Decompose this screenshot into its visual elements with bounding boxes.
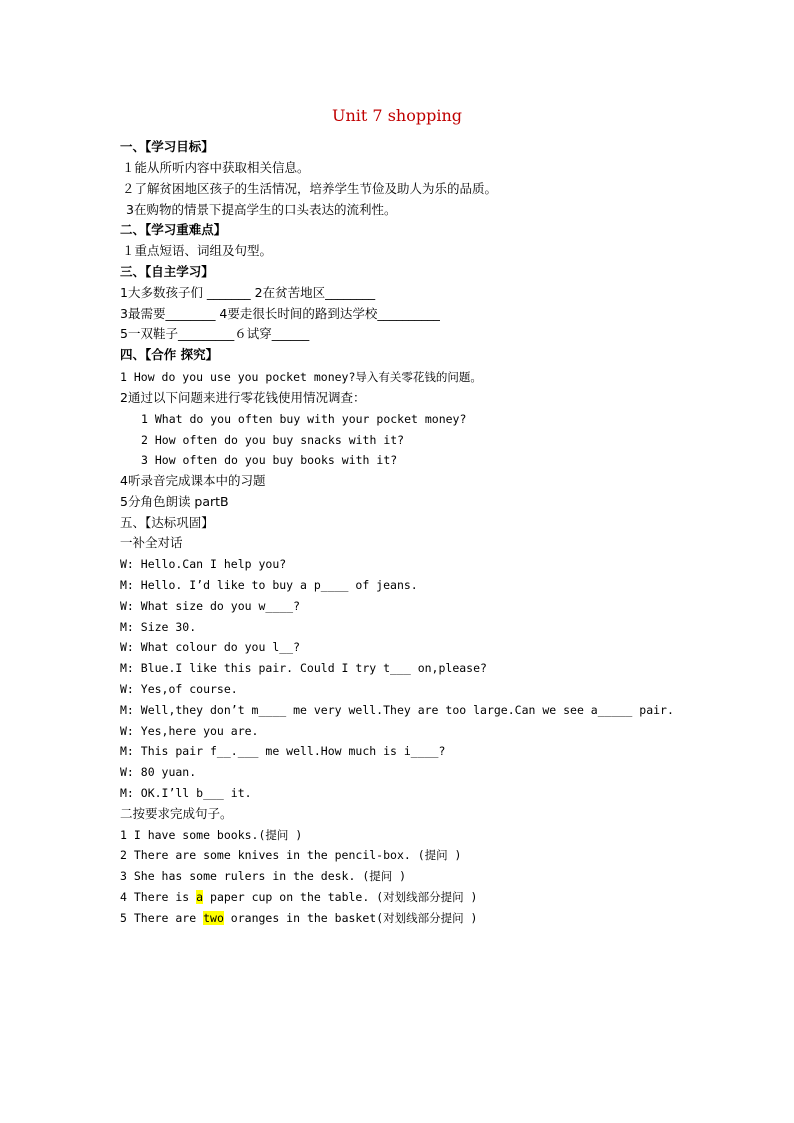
document-line: 3 She has some rulers in the desk. (提问 ) bbox=[120, 869, 407, 883]
document-line: １重点短语、词组及句型。 bbox=[122, 243, 273, 258]
document-line: 一补全对话 bbox=[120, 535, 183, 550]
document-line: ２了解贫困地区孩子的生活情况，培养学生节俭及助人为乐的品质。 bbox=[122, 181, 498, 196]
document-line: W: Yes,of course. bbox=[120, 682, 238, 696]
highlighted-word: two bbox=[203, 911, 224, 925]
document-line: 1 How do you use you pocket money?导入有关零花钱的问题。 bbox=[120, 370, 482, 384]
line-text: oranges in the basket(对划线部分提问 ) bbox=[223, 911, 478, 925]
page-title: Unit 7 shopping bbox=[332, 106, 462, 125]
document-line: 5一双鞋子_________６试穿______ bbox=[120, 326, 310, 341]
line-text: paper cup on the table. (对划线部分提问 ) bbox=[203, 890, 478, 904]
document-line: 三、【自主学习】 bbox=[120, 264, 214, 279]
document-line: M: OK.I’ll b___ it. bbox=[120, 786, 252, 800]
document-line: M: Blue.I like this pair. Could I try t___ on,please? bbox=[120, 661, 487, 675]
document-line bbox=[120, 909, 477, 927]
document-line: W: What colour do you l__? bbox=[120, 640, 301, 654]
document-line: 3最需要________ 4要走很长时间的路到达学校__________ bbox=[120, 306, 440, 321]
highlighted-word: a bbox=[196, 890, 204, 904]
document-line: M: Well,they don’t m____ me very well.They are too large.Can we see a_____ pair. bbox=[120, 703, 674, 717]
document-line: １能从所听内容中获取相关信息。 bbox=[122, 160, 310, 175]
line-text: 5 There are bbox=[120, 911, 204, 925]
document-line: W: Hello.Can I help you? bbox=[120, 557, 287, 571]
document-line: 3 How often do you buy books with it? bbox=[141, 453, 398, 467]
document-line: M: This pair f__.___ me well.How much is i____? bbox=[120, 744, 446, 758]
document-line: 1 I have some books.(提问 ) bbox=[120, 828, 303, 842]
document-line: 五、【达标巩固】 bbox=[120, 515, 214, 530]
document-line: M: Size 30. bbox=[120, 620, 197, 634]
document-line: W: Yes,here you are. bbox=[120, 724, 259, 738]
document-line: 1大多数孩子们 _______ 2在贫苦地区________ bbox=[120, 285, 376, 300]
document-line: 二、【学习重难点】 bbox=[120, 222, 227, 237]
document-line: W: 80 yuan. bbox=[120, 765, 197, 779]
document-line: 3在购物的情景下提高学生的口头表达的流利性。 bbox=[126, 202, 397, 217]
document-line: 2 There are some knives in the pencil-box. (提问 ) bbox=[120, 848, 462, 862]
document-line: W: What size do you w____? bbox=[120, 599, 301, 613]
document-line: 4听录音完成课本中的习题 bbox=[120, 473, 266, 488]
document-line: 2通过以下问题来进行零花钱使用情况调查： bbox=[120, 390, 366, 405]
document-line: 2 How often do you buy snacks with it? bbox=[141, 433, 405, 447]
document-line: 5分角色朗读 partB bbox=[120, 494, 229, 509]
document-line: M: Hello. I’d like to buy a p____ of jeans. bbox=[120, 578, 418, 592]
document-line: 1 What do you often buy with your pocket money? bbox=[141, 412, 467, 426]
line-text: 4 There is bbox=[120, 890, 197, 904]
document-line bbox=[120, 888, 477, 906]
document-line: 二按要求完成句子。 bbox=[120, 806, 233, 821]
document-line: 四、【合作 探究】 bbox=[120, 347, 219, 362]
document-line: 一、【学习目标】 bbox=[120, 139, 214, 154]
